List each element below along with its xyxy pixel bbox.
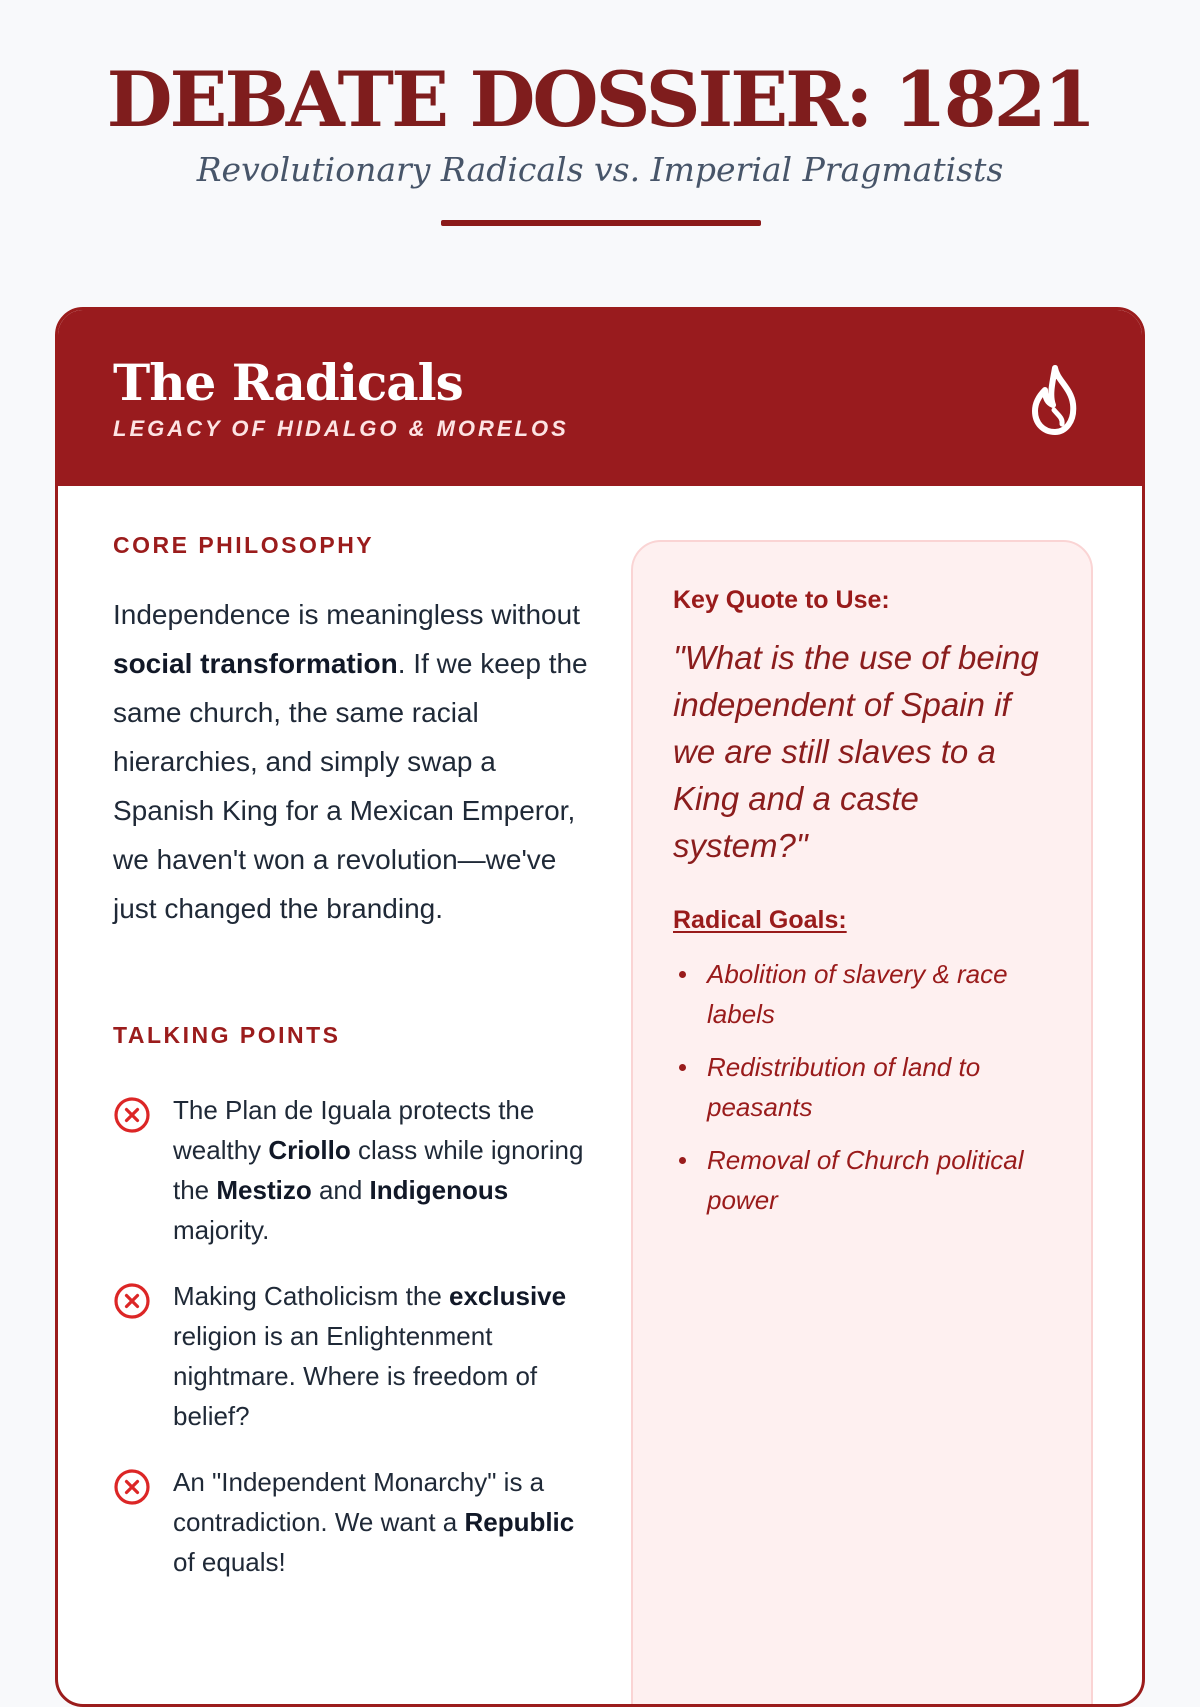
talking-point <box>113 1462 593 1582</box>
talking-point-text: An "Independent Monarchy" is a contradiction. We want a Republic of equals! <box>173 1467 575 1577</box>
talking-points-list <box>113 1090 593 1608</box>
talking-point-text: Making Catholicism the exclusive religion is an Enlightenment nightmare. Where is freedom of belief? <box>173 1281 567 1431</box>
key-quote-text: "What is the use of being independent of Spain if we are still slaves to a King and a caste system?" <box>673 639 1039 864</box>
x-circle-icon <box>113 1282 151 1320</box>
card-title: The Radicals <box>113 353 463 412</box>
key-quote-label: Key Quote to Use: <box>673 586 890 614</box>
card-kicker: LEGACY OF HIDALGO & MORELOS <box>113 416 569 441</box>
radical-goal-item: Abolition of slavery & race labels <box>673 954 1053 1034</box>
page-title: DEBATE DOSSIER: 1821 <box>106 55 1094 144</box>
flame-icon <box>1023 362 1087 440</box>
card-header <box>58 310 1142 486</box>
core-philosophy-label: CORE PHILOSOPHY <box>113 532 375 558</box>
talking-point-text: The Plan de Iguala protects the wealthy Criollo class while ignoring the Mestizo and Indigenous majority. <box>173 1095 584 1245</box>
x-circle-icon <box>113 1468 151 1506</box>
bullet-icon <box>679 1064 686 1071</box>
radical-goal-item: Redistribution of land to peasants <box>673 1047 1053 1127</box>
radicals-card <box>55 307 1145 1707</box>
radical-goal-item: Removal of Church political power <box>673 1140 1053 1220</box>
x-circle-icon <box>113 1096 151 1134</box>
talking-points-label: TALKING POINTS <box>113 1022 341 1048</box>
talking-point <box>113 1090 593 1250</box>
talking-point <box>113 1276 593 1436</box>
radical-goals-list <box>673 954 1053 1233</box>
core-philosophy-text: Independence is meaningless without social transformation. If we keep the same church, the same racial hierarchies, and simply swap a Spanish King for a Mexican Emperor, we haven't won a revolution—we've just changed the branding. <box>113 599 588 924</box>
page-subtitle: Revolutionary Radicals vs. Imperial Pragmatists <box>196 150 1004 189</box>
bullet-icon <box>679 1157 686 1164</box>
key-quote-box <box>631 540 1093 1707</box>
radical-goals-label: Radical Goals: <box>673 906 847 934</box>
title-divider <box>441 220 761 226</box>
bullet-icon <box>679 971 686 978</box>
